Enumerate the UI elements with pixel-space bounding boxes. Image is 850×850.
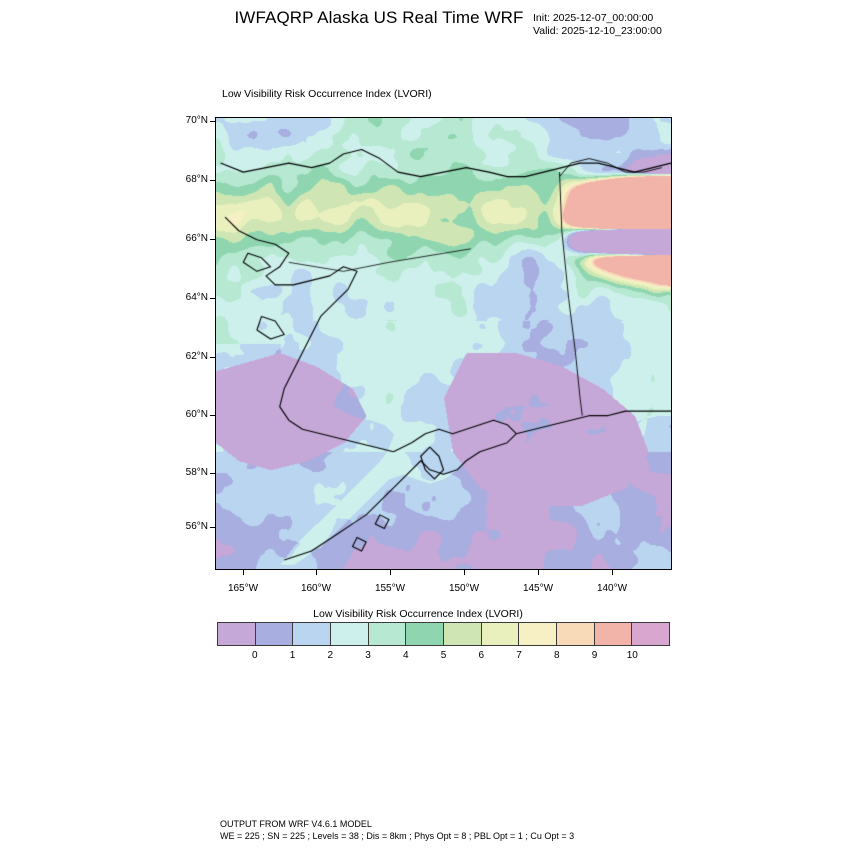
footer-line-1: OUTPUT FROM WRF V4.6.1 MODEL [220,819,372,829]
colorbar-swatch-9 [557,623,595,645]
model-run-times [533,12,662,38]
y-axis-tick-label: 66°N [185,233,208,244]
colorbar-swatch-5 [406,623,444,645]
x-axis-tick-label: 155°W [374,583,406,594]
colorbar-swatch-0 [218,623,256,645]
footer-note [220,818,574,842]
plot-title: Low Visibility Risk Occurrence Index (LVORI) [222,88,432,100]
footer-line-2: WE = 225 ; SN = 225 ; Levels = 38 ; Dis = 8km ; Phys Opt = 8 ; PBL Opt = 1 ; Cu Opt = 3 [220,831,575,841]
init-time: Init: 2025-12-07_00:00:00 [533,12,654,24]
y-axis-tick-label: 68°N [185,174,208,185]
y-axis-tick-label: 56°N [185,521,208,532]
x-axis-tick [316,570,317,575]
map-canvas [216,118,671,569]
colorbar-swatch-4 [369,623,407,645]
colorbar-tick: 6 [478,650,485,661]
y-axis-tick [210,473,215,474]
colorbar-swatch-7 [482,623,520,645]
map-panel [215,117,672,570]
colorbar-tick: 1 [289,650,296,661]
x-axis-tick-label: 160°W [300,583,332,594]
y-axis-tick [210,357,215,358]
y-axis-tick [210,121,215,122]
colorbar-swatch-8 [519,623,557,645]
page-title-text: IWFAQRP Alaska US Real Time WRF [234,8,524,27]
x-axis-tick [612,570,613,575]
colorbar-title-text: Low Visibility Risk Occurrence Index (LVORI) [313,608,523,620]
y-axis-tick [210,239,215,240]
colorbar-tick: 5 [440,650,447,661]
x-axis-tick [243,570,244,575]
colorbar-tick: 2 [327,650,334,661]
colorbar-tick: 7 [516,650,522,661]
colorbar-tick: 9 [591,650,598,661]
y-axis-tick-label: 58°N [185,467,208,478]
y-axis-tick [210,298,215,299]
valid-time: Valid: 2025-12-10_23:00:00 [533,25,662,37]
x-axis-tick-label: 165°W [227,583,259,594]
colorbar-swatch-6 [444,623,482,645]
y-axis-tick [210,180,215,181]
x-axis-tick [538,570,539,575]
colorbar-tick: 10 [626,650,638,661]
y-axis-tick-label: 70°N [185,115,208,126]
y-axis-tick [210,415,215,416]
y-axis-tick-label: 60°N [185,409,208,420]
y-axis-tick [210,527,215,528]
colorbar-tick: 8 [553,650,560,661]
colorbar-swatch-10 [595,623,633,645]
colorbar-tick: 3 [365,650,371,661]
colorbar-title [0,608,850,620]
y-axis-tick-label: 64°N [185,292,208,303]
x-axis-tick [390,570,391,575]
colorbar-tick-labels [217,650,670,666]
colorbar-tick: 4 [402,650,409,661]
page-title [0,8,850,28]
colorbar [217,622,670,646]
colorbar-swatch-3 [331,623,369,645]
colorbar-swatch-2 [293,623,331,645]
colorbar-tick: 0 [251,650,258,661]
y-axis-tick-label: 62°N [185,351,208,362]
x-axis-tick-label: 140°W [596,583,628,594]
x-axis-tick-label: 150°W [448,583,480,594]
x-axis-tick-label: 145°W [522,583,554,594]
x-axis-tick [464,570,465,575]
colorbar-swatch-11 [632,623,669,645]
colorbar-swatch-1 [256,623,294,645]
